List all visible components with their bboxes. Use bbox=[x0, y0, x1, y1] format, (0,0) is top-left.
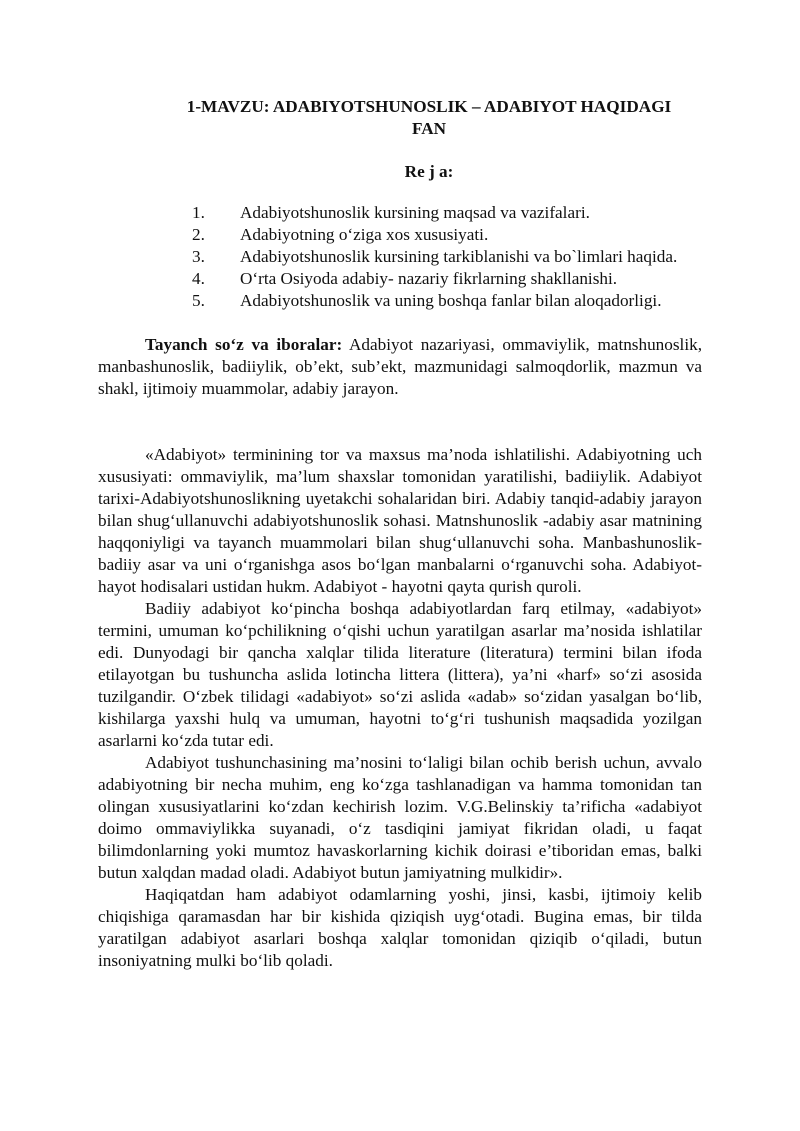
plan-item-text: Adabiyotshunoslik kursining tarkiblanishi va bo`limlari haqida. bbox=[240, 247, 678, 266]
plan-item bbox=[98, 246, 702, 268]
keywords-paragraph bbox=[98, 334, 702, 400]
title-line-2: FAN bbox=[411, 119, 447, 138]
keywords-text: Adabiyot nazariyasi, ommaviylik, matnshunoslik, manbashunoslik, badiiylik, ob’ekt, sub’ekt, mazmunidagi salmoqdorlik, mazmun va shakl, ijtimoiy muammolar, adabiy jarayon. bbox=[98, 335, 703, 398]
body-paragraph: Badiiy adabiyot ko‘pincha boshqa adabiyotlardan farq etilmay, «adabiyot» termini, umuman ko‘pchilikning o‘qishi uchun yaratilgan asarlar ma’nosida ishlatilar edi. Dunyodagi bir qancha xalqlar tilida literature (literatura) termini bilan ifoda etilayotgan bu tushuncha aslida lotincha littera (littera), ya’ni «harf» so‘zi asosida tuzilgandir. O‘zbek tilidagi «adabiyot» so‘zi aslida «adab» so‘zidan yasalgan bo‘lib, kishilarga yaxshi hulq va umuman, hayotni to‘g‘ri tushunish maqsadida yozilgan asarlarni ko‘zda tutar edi. bbox=[98, 599, 702, 750]
body-text bbox=[98, 444, 702, 972]
plan-item-text: Adabiyotshunoslik va uning boshqa fanlar bilan aloqadorligi. bbox=[240, 291, 662, 310]
body-paragraph: Adabiyot tushunchasining ma’nosini to‘laligi bilan ochib berish uchun, avvalo adabiyotning bir necha muhim, eng ko‘zga tashlanadigan va hamma tomonidan tan olingan xususiyatlarini ko‘zdan kechirish lozim. V.G.Belinskiy ta’rificha «adabiyot doimo ommaviylikka suyanadi, o‘z tasdiqini jamiyat fikridan oladi, u faqat bilimdonlarning yoki mumtoz havaskorlarning kichik doirasi e’tiboridan emas, balki butun xalqdan madad oladi. Adabiyot butun jamiyatning mulkidir». bbox=[98, 753, 702, 882]
body-paragraph: Haqiqatdan ham adabiyot odamlarning yoshi, jinsi, kasbi, ijtimoiy kelib chiqishiga qaramasdan har bir kishida qiziqish uyg‘otadi. Bugina emas, bir tilda yaratilgan adabiyot asarlari boshqa xalqlar tomonidan qiziqib o‘qiladi, butun insoniyatning mulki bo‘lib qoladi. bbox=[98, 885, 702, 970]
plan-item bbox=[98, 224, 702, 246]
plan-item-number: 3. bbox=[192, 247, 205, 266]
plan-item-number: 1. bbox=[192, 203, 205, 222]
keywords-label: Tayanch so‘z va iboralar: bbox=[145, 335, 343, 354]
plan-item-number: 5. bbox=[192, 291, 205, 310]
plan-item-text: O‘rta Osiyoda adabiy- nazariy fikrlarning shakllanishi. bbox=[240, 269, 618, 288]
title-line-1: 1-MAVZU: ADABIYOTSHUNOSLIK – ADABIYOT HAQIDAGI bbox=[186, 97, 672, 116]
body-paragraph: «Adabiyot» terminining tor va maxsus ma’noda ishlatilishi. Adabiyotning uch xususiyati: ommaviylik, ma’lum shaxslar tomonidan yaratilishi, badiiylik. Adabiyot tarixi-Adabiyotshunoslikning uyetakchi sohalaridan biri. Adabiy tanqid-adabiy jarayon bilan shug‘ullanuvchi adabiyotshunoslik sohasi. Matnshunoslik -adabiy asar matnining haqqoniyligi va tayanch muammolari bilan shug‘ullanuvchi soha. Manbashunoslik-badiiy asar va uni o‘rganishga asos bo‘lgan manbalarni o‘rganuvchi soha. Adabiyot-hayot hodisalari ustidan hukm. Adabiyot - hayotni qayta qurish quroli. bbox=[98, 445, 702, 596]
plan-heading: Re j a: bbox=[404, 162, 454, 181]
plan-item bbox=[98, 202, 702, 224]
plan-item-number: 4. bbox=[192, 269, 205, 288]
page-title bbox=[98, 96, 702, 140]
plan-item-text: Adabiyotshunoslik kursining maqsad va vazifalari. bbox=[240, 203, 590, 222]
plan-item bbox=[98, 290, 702, 312]
plan-item-number: 2. bbox=[192, 225, 205, 244]
plan-item-text: Adabiyotning o‘ziga xos xususiyati. bbox=[240, 225, 489, 244]
plan-list bbox=[98, 202, 702, 312]
document-page bbox=[98, 0, 702, 972]
plan-item bbox=[98, 268, 702, 290]
